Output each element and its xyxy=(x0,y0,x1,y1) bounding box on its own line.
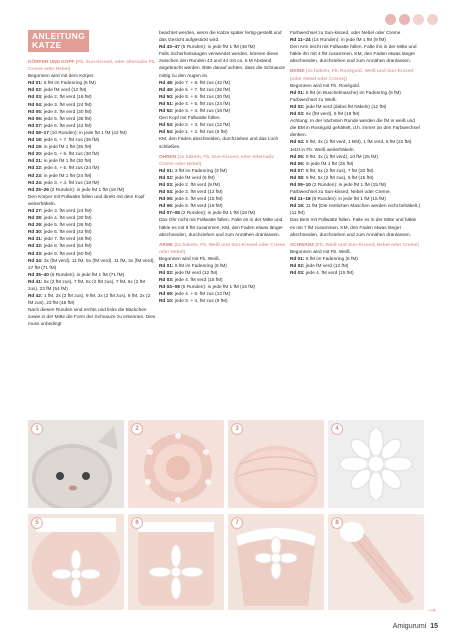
row-label: Rd 03: xyxy=(28,95,43,101)
instruction-row xyxy=(28,187,156,194)
row-text: (5 Runden): in jede fM 1 fM (15 fM) xyxy=(181,285,256,291)
row-label: Rd 48: xyxy=(159,80,174,86)
row-text: (5 Runden): in jede fM 1 fM (48 fM) xyxy=(181,45,256,51)
row-label: Rd 06: xyxy=(290,161,305,167)
row-list xyxy=(290,37,422,44)
dot xyxy=(399,14,410,25)
instruction-row xyxy=(28,102,156,109)
instruction-row xyxy=(28,293,156,307)
instruction-row xyxy=(28,229,156,236)
row-text: jede 4. fM verd (30 fM) xyxy=(43,216,92,222)
heading-title: OHREN xyxy=(159,154,177,160)
row-text: jede 3. + 4. fM zus (18 fM) xyxy=(43,180,100,186)
instruction-row xyxy=(159,122,287,129)
photo-3 xyxy=(228,420,324,508)
instruction-row xyxy=(28,87,156,94)
page-dots xyxy=(385,14,438,25)
row-label: Rd 32: xyxy=(28,244,43,250)
note-text: KM, den Faden abschneiden, durchziehen und das Loch schließen. xyxy=(159,137,279,150)
heading-title: BEINE xyxy=(290,69,305,75)
instruction-row xyxy=(159,203,287,210)
photo-number-badge: 2 xyxy=(131,423,143,435)
instruction-row xyxy=(28,123,156,130)
row-text: 8 fM, 5x (2 fM zus), 7 fM (20 fM) xyxy=(305,168,374,174)
instruction-row xyxy=(159,263,287,270)
row-label: Rd 33: xyxy=(28,251,43,257)
next-page-arrow-icon: → xyxy=(426,601,438,615)
note-text: Den Körper mit Füllwatte füllen und direkt mit dem Kopf weiterhäkeln. xyxy=(28,194,145,207)
column-1 xyxy=(28,30,156,329)
row-text: (2 Runden): in jede fM 1 fM (18 fM) xyxy=(50,187,125,193)
row-text: in jede fM 1 fM (25 fM) xyxy=(305,161,354,167)
row-text: jede 3. + 4. fM zus (18 fM) xyxy=(174,109,231,115)
row-text: jede 5. fM verd (36 fM) xyxy=(43,116,92,122)
row-text: jede fM verd (12 fM) xyxy=(174,271,218,277)
row-text: 6 fM (in Büschelmasche) im Fadenring (6 fM) xyxy=(305,90,401,96)
section-banner xyxy=(28,30,89,52)
section-heading-arms xyxy=(159,242,287,256)
row-text: 9 fM, 3x (1 fM verd), 10 fM (25 fM) xyxy=(305,154,378,160)
photo-4-image xyxy=(328,420,424,508)
instruction-row xyxy=(290,182,422,189)
row-label: Rd 10: xyxy=(159,299,174,305)
instruction-row xyxy=(28,173,156,180)
instruction-row xyxy=(290,168,422,175)
instruction-row xyxy=(290,270,422,277)
photo-number-badge: 3 xyxy=(231,423,243,435)
note-text: Farbwechsel zu Sun-kissed, Nebel oder Creme. xyxy=(290,190,391,196)
photo-number-badge: 4 xyxy=(331,423,343,435)
row-label: Rd 03: xyxy=(159,278,174,284)
row-text: jede 2. + 3. fM zus (12 fM) xyxy=(174,123,231,129)
row-text: jede fM verd (dabei fM häkeln) (12 fM) xyxy=(305,104,387,110)
row-list xyxy=(159,168,287,218)
note-text: Den Kopf mit Füllwatte füllen. xyxy=(159,116,221,122)
row-label: Rd 09–10 xyxy=(290,182,311,188)
row-list xyxy=(290,104,422,118)
row-text: jede 6. + 7. fM zus (36 fM) xyxy=(174,87,231,93)
instruction-row xyxy=(159,80,287,87)
row-label: Rd 24: xyxy=(28,180,43,186)
row-label: Rd 04: xyxy=(28,102,43,108)
instruction-row xyxy=(290,161,422,168)
note-text: Farbwechsel zu Weiß. xyxy=(290,97,337,103)
heading-title: SCHWANZ xyxy=(290,242,315,248)
heading-sub: (2x häkeln, Fb. Sun-Kissed, oder Alternativ Creme oder Nebel) xyxy=(159,154,274,167)
row-text: jede 4. fM verd (15 fM) xyxy=(305,271,354,277)
row-text: in jede fM 1 fM (30 fM) xyxy=(43,159,92,165)
row-label: Rd 28: xyxy=(28,216,43,222)
instruction-row xyxy=(28,165,156,172)
note-text: Jetzt in Fb. Weiß weiterhäkeln. xyxy=(290,147,355,153)
instruction-row xyxy=(28,215,156,222)
note-text: Falls Sicherheitsaugen verwendet werden, können diese zwischen den Runden 43 und 44 mit ca. 6 M Abstand angebracht werden. Bitte darauf achten, dass die Schnauze mittig zu den Augen ist. xyxy=(159,52,285,79)
instruction-row xyxy=(290,196,422,203)
intro-text: Begonnen wird mit Fb. Weiß. xyxy=(159,256,221,262)
photo-8-image xyxy=(328,514,424,610)
instruction-row xyxy=(290,154,422,161)
photo-number-badge: 1 xyxy=(31,423,43,435)
row-label: Rd 34: xyxy=(28,258,43,264)
row-text: (14 Runden): in jede fM 1 fM (9 fM) xyxy=(311,38,386,44)
instruction-row xyxy=(28,137,156,144)
instruction-row xyxy=(28,222,156,229)
instruction-row xyxy=(290,37,422,44)
row-text: jede 5. + 6. fM zus (30 fM) xyxy=(174,94,231,100)
row-label: Rd 02: xyxy=(28,88,43,94)
row-label: Rd 23: xyxy=(28,173,43,179)
intro-text: Begonnen wird mit Fb. Weiß. xyxy=(290,249,352,255)
row-label: Rd 53: xyxy=(159,123,174,129)
row-label: Rd 03: xyxy=(290,112,305,118)
row-label: Rd 20: xyxy=(28,152,43,158)
row-text: jede fM verd (12 fM) xyxy=(305,264,349,269)
row-text: jede 1. + 2. fM zus (6 fM) xyxy=(174,130,228,136)
row-text: jede fM verd (12 fM) xyxy=(43,88,87,94)
row-label: Rd 05: xyxy=(290,154,305,160)
row-label: Rd 04: xyxy=(159,190,174,196)
instruction-row xyxy=(28,116,156,123)
row-label: Rd 07–08 xyxy=(159,211,180,217)
photo-7-image xyxy=(228,514,324,610)
photo-3-image xyxy=(228,420,324,508)
row-text: jede 6. + 7. fM zus (36 fM) xyxy=(43,138,100,144)
row-label: Rd 02: xyxy=(159,271,174,277)
photo-1-image xyxy=(28,420,124,508)
photo-5-image xyxy=(28,514,124,610)
instruction-row xyxy=(159,284,287,291)
row-text: 1 fM, 2x (2 fM zus), 9 fM, 2x (2 fM zus), 9 fM, 2x (2 fM zus), 23 fM (48 fM) xyxy=(28,294,151,307)
row-text: in jede fM 1 fM (36 fM) xyxy=(43,145,92,151)
row-label: Rd 02: xyxy=(290,264,305,269)
photo-2 xyxy=(128,420,224,508)
row-label: Rd 01: xyxy=(290,90,305,96)
row-label: Rd 51: xyxy=(159,101,174,107)
instruction-row xyxy=(28,158,156,165)
row-text: (6 Runden): in jede fM 1 fM (71 fM) xyxy=(50,272,125,278)
row-text: jede 6. fM verd (42 fM) xyxy=(43,230,92,236)
heading-sub: (Fb. Sun-Kissed, oder alternativ Fb. Creme oder Nebel) xyxy=(28,60,156,73)
row-label: Rd 06: xyxy=(28,116,43,122)
banner-line-2: KATZE xyxy=(32,40,62,50)
instruction-row xyxy=(159,182,287,189)
instruction-row xyxy=(28,80,156,87)
instruction-row xyxy=(159,196,287,203)
row-text: jede 6. fM verd (42 fM) xyxy=(43,123,92,129)
row-label: Rd 35–40 xyxy=(28,272,49,278)
page-footer xyxy=(393,623,438,630)
row-text: jede 3. + 4. fM zus (9 fM) xyxy=(174,299,228,305)
row-label: Rd 04–08 xyxy=(159,285,180,291)
photo-number-badge: 6 xyxy=(131,517,143,529)
dot xyxy=(385,14,396,25)
photo-4 xyxy=(328,420,424,508)
row-label: Rd 03: xyxy=(159,182,174,188)
row-label: Rd 01: xyxy=(159,264,174,269)
photo-number-badge: 7 xyxy=(231,517,243,529)
instruction-row xyxy=(159,298,287,305)
row-list xyxy=(290,139,422,146)
row-text: jede 4. fM verd (15 fM) xyxy=(174,197,223,203)
row-text: jede fM verd (6 fM) xyxy=(174,175,215,181)
row-text: jede 7. fM verd (48 fM) xyxy=(43,237,92,243)
row-label: Rd 11–24 xyxy=(290,38,311,44)
row-label: Rd 04: xyxy=(290,140,305,146)
row-label: Rd 19: xyxy=(28,145,43,151)
row-text: 11 fM (Die restlichen Maschen werden nicht behäkelt.) (11 fM) xyxy=(290,204,421,217)
dot xyxy=(427,14,438,25)
row-list xyxy=(159,44,287,51)
row-label: Rd 02: xyxy=(290,104,305,110)
row-text: jede 2. fM verd (9 fM) xyxy=(174,182,220,188)
instruction-row xyxy=(290,139,422,146)
row-text: jede 5. + 6. fM zus (30 fM) xyxy=(43,152,100,158)
row-text: jede 8. fM verd (54 fM) xyxy=(43,244,92,250)
instruction-row xyxy=(159,108,287,115)
instruction-row xyxy=(290,263,422,270)
row-label: Rd 21: xyxy=(28,159,43,165)
intro-text: Begonnen wird mit dem Körper. xyxy=(28,74,95,80)
row-list xyxy=(159,263,287,306)
heading-sub: (2x häkeln, Fb. Weiß und Sun-Kissed oder Creme oder Nebel) xyxy=(159,242,286,255)
row-label: Rd 07: xyxy=(290,168,305,174)
row-label: Rd 19: xyxy=(290,204,305,210)
row-text: (2 Runden): in jede fM 1 fM (18 fM) xyxy=(181,211,256,217)
row-label: Rd 01: xyxy=(159,168,174,174)
instruction-row xyxy=(159,175,287,182)
row-text: jede 5. fM verd (18 fM) xyxy=(174,204,223,210)
instruction-row xyxy=(159,44,287,51)
row-text: jede 4. + 5. fM zus (12 fM) xyxy=(174,292,231,298)
row-label: Rd 50: xyxy=(159,94,174,100)
row-text: 3 fM im Fadenring (3 fM) xyxy=(174,168,227,174)
note-text: Nach diesen Runden sind rechts und links die Bäckchen sowie in der Mitte die Form der Schnauze zu erkennen. Dies muss unbedingt xyxy=(28,308,156,328)
instruction-row xyxy=(290,203,422,217)
photo-7 xyxy=(228,514,324,610)
note-text: Das Bein mit Füllwatte füllen. Falte es in der Mitte und häkle es mit 7 fM zusammen. KM, den Faden etwas länger abschneiden, durchziehen und zum Annähen dranlassen. xyxy=(290,218,417,238)
heading-sub: (Fb. Weiß und Sun-Kissed, Nebel oder Creme) xyxy=(315,242,419,248)
row-text: jede 2. fM verd (18 fM) xyxy=(43,95,92,101)
row-text: jede 9. fM verd (60 fM) xyxy=(43,251,92,257)
instruction-row xyxy=(159,94,287,101)
heading-sub: (2x häkeln, Fb. Roségold, Weiß und Sun-Kissed (oder Nebel oder Creme)) xyxy=(290,69,414,82)
photo-1 xyxy=(28,420,124,508)
photo-number-badge: 8 xyxy=(331,517,343,529)
note-text: Das Ohr nicht mit Füllwatte füllen. Falte es in der Mitte und häkle es mit 9 fM zusammen. KM, den Faden etwas länger abschneiden, durchziehen und zum Annähen dranlassen. xyxy=(159,218,283,238)
row-label: Rd 07: xyxy=(28,123,43,129)
intro-text: Farbwechsel zu Sun-kissed, oder Nebel oder Creme xyxy=(290,31,401,36)
heading-title: ARME xyxy=(159,242,173,248)
photo-5 xyxy=(28,514,124,610)
instruction-row xyxy=(159,87,287,94)
row-text: 5 fM, 5x (2 fM zus), 5 fM (15 fM) xyxy=(305,175,374,181)
row-text: 3x (fM verd), 11 fM, 5x (fM verd), 11 fM, 3x (fM verd), 27 fM (71 fM) xyxy=(28,258,155,271)
instruction-row xyxy=(159,277,287,284)
row-label: Rd 01: xyxy=(28,81,43,87)
row-list xyxy=(159,80,287,115)
section-heading-ears xyxy=(159,154,287,168)
row-text: jede 4. + 5. fM zus (24 fM) xyxy=(174,101,231,107)
instruction-row xyxy=(290,175,422,182)
instruction-row xyxy=(159,101,287,108)
row-label: Rd 01: xyxy=(290,256,305,262)
row-label: Rd 49: xyxy=(159,87,174,93)
row-label: Rd 03: xyxy=(290,271,305,277)
photo-8 xyxy=(328,514,424,610)
row-label: Rd 30: xyxy=(28,230,43,236)
row-label: Rd 08–17 xyxy=(28,130,49,136)
row-text: 6 fM im Fadenring (6 fM) xyxy=(43,81,96,87)
magazine-name: Amigurumi xyxy=(392,623,427,630)
instruction-row xyxy=(28,208,156,215)
instruction-row xyxy=(28,180,156,187)
row-label: Rd 11–18 xyxy=(290,197,311,203)
banner-line-1: ANLEITUNG xyxy=(32,31,86,41)
row-text: 6x (2 fM zus), 7 fM, 5x (2 fM zus), 7 fM, 6x (2 fM zus), 23 fM (54 fM) xyxy=(28,279,145,292)
row-text: jede 5. fM verd (36 fM) xyxy=(43,223,92,229)
instruction-row xyxy=(28,251,156,258)
dot xyxy=(413,14,424,25)
row-list xyxy=(28,80,156,194)
instruction-row xyxy=(290,104,422,111)
row-label: Rd 05: xyxy=(28,109,43,115)
row-label: Rd 41: xyxy=(28,279,43,285)
instruction-row xyxy=(159,210,287,217)
instruction-row xyxy=(28,272,156,279)
instruction-row xyxy=(290,90,422,97)
row-label: Rd 27: xyxy=(28,208,43,214)
row-label: Rd 54: xyxy=(159,130,174,136)
page-number: 15 xyxy=(430,623,438,630)
instruction-row xyxy=(290,256,422,263)
instruction-row xyxy=(28,243,156,250)
instruction-row xyxy=(28,279,156,293)
row-list xyxy=(290,90,422,97)
row-text: jede 7. + 8. fM zus (42 fM) xyxy=(174,80,231,86)
column-3 xyxy=(290,30,422,277)
column-2 xyxy=(159,30,287,306)
section-heading-tail xyxy=(290,242,422,249)
section-heading-body xyxy=(28,59,156,73)
row-label: Rd 08: xyxy=(290,175,305,181)
row-label: Rd 42: xyxy=(28,294,43,300)
photo-2-image xyxy=(128,420,224,508)
instruction-row xyxy=(28,258,156,272)
instruction-row xyxy=(28,94,156,101)
photo-6 xyxy=(128,514,224,610)
row-text: 5 fM, 3x (1 fM verd, 1 BM), 1 fM verd, 6 fM (22 fM) xyxy=(305,140,412,146)
row-label: Rd 09: xyxy=(159,292,174,298)
row-label: Rd 02: xyxy=(159,175,174,181)
row-label: Rd 25–26 xyxy=(28,187,49,193)
row-text: jede 4. + 5. fM zus (24 fM) xyxy=(43,166,100,172)
row-text: jede 3. fM verd (12 fM) xyxy=(174,190,223,196)
row-label: Rd 31: xyxy=(28,237,43,243)
instruction-row xyxy=(28,236,156,243)
row-text: jede 4. fM verd (15 fM) xyxy=(174,278,223,284)
instruction-row xyxy=(28,144,156,151)
row-list xyxy=(290,154,422,189)
photo-6-image xyxy=(128,514,224,610)
row-text: (2 Runden): in jede fM 1 fM (15 fM) xyxy=(312,182,387,188)
row-label: Rd 05: xyxy=(159,197,174,203)
instruction-row xyxy=(159,270,287,277)
row-list xyxy=(290,256,422,277)
instruction-row xyxy=(159,291,287,298)
intro-text: beachtet werden, wenn die Katze später fertig-gestellt und das Gesicht aufgestickt wird. xyxy=(159,31,282,44)
instruction-row xyxy=(159,189,287,196)
row-label: Rd 52: xyxy=(159,109,174,115)
row-label: Rd 18: xyxy=(28,138,43,144)
row-text: (8 Runden): in jede fM 1 fM (15 fM) xyxy=(311,197,386,203)
row-text: 6x (fM verd), 6 fM (18 fM) xyxy=(305,112,360,118)
instruction-row xyxy=(28,130,156,137)
instruction-row xyxy=(28,151,156,158)
row-label: Rd 43–47 xyxy=(159,45,180,51)
intro-text: Begonnen wird mit Fb. Roségold. xyxy=(290,83,361,89)
note-text: Den Arm leicht mit Füllwatte füllen. Falte ihn in der Mitte und häkle ihn mit 4 fM zusammen. KM, den Faden etwas länger abschneiden, durchziehen und zum Annähen dranlassen. xyxy=(290,45,417,65)
row-list xyxy=(28,208,156,307)
row-text: 6 fM im Fadenring (6 fM) xyxy=(305,256,358,262)
row-label: Rd 29: xyxy=(28,223,43,229)
row-text: 6 fM im Fadenring (6 fM) xyxy=(174,264,227,269)
row-list xyxy=(290,196,422,217)
row-text: (10 Runden): in jede fM 1 fM (42 fM) xyxy=(50,130,127,136)
heading-title: KÖRPER UND KOPF xyxy=(28,60,75,65)
row-label: Rd 06: xyxy=(159,204,174,210)
row-list xyxy=(159,122,287,136)
row-text: jede 4. fM verd (30 fM) xyxy=(43,109,92,115)
row-text: in jede fM 1 fM (24 fM) xyxy=(43,173,92,179)
section-heading-legs xyxy=(290,68,422,82)
row-text: jede 3. fM verd (24 fM) xyxy=(43,208,92,214)
row-label: Rd 22: xyxy=(28,166,43,172)
instruction-row xyxy=(159,129,287,136)
note-text: Achtung: In der nächsten Runde werden die fM in weiß und die BM in Roségold gehäkelt, d.h. immer an den Farbwechsel denken. xyxy=(290,119,420,139)
instruction-row xyxy=(159,168,287,175)
photo-number-badge: 5 xyxy=(31,517,43,529)
instruction-row xyxy=(28,109,156,116)
instruction-row xyxy=(290,111,422,118)
row-text: jede 3. fM verd (24 fM) xyxy=(43,102,92,108)
